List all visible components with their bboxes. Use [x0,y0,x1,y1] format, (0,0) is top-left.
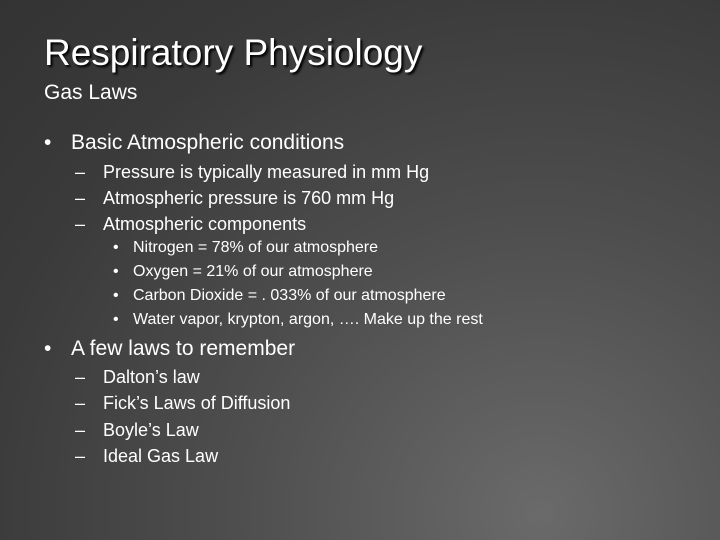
sub-list-item-text: Carbon Dioxide = . 033% of our atmosphere [133,287,446,304]
section-heading: Basic Atmospheric conditions [71,131,345,154]
list-item [75,213,306,235]
list-item-text: Fick’s Laws of Diffusion [103,393,291,413]
list-item [75,161,429,183]
list-item [75,366,200,388]
list-item-text: Atmospheric pressure is 760 mm Hg [103,188,395,208]
bullet-marker: • [113,239,119,256]
sub-list-item [113,286,446,306]
sub-list-item [113,310,483,330]
bullet-marker: • [44,131,52,154]
slide-subtitle: Gas Laws [44,81,138,104]
list-item-text: Dalton’s law [103,367,200,387]
list-item-text: Pressure is typically measured in mm Hg [103,162,430,182]
bullet-marker: • [44,337,52,360]
section-heading: A few laws to remember [71,337,296,360]
list-item [75,187,394,209]
list-item-text: Boyle’s Law [103,420,199,440]
dash-marker: – [75,446,86,466]
sub-list-item-text: Water vapor, krypton, argon, …. Make up the rest [133,311,483,328]
sub-list-item-text: Oxygen = 21% of our atmosphere [133,263,373,280]
bullet-marker: • [113,287,119,304]
bullet-marker: • [113,263,119,280]
sub-list-item-text: Nitrogen = 78% of our atmosphere [133,239,379,256]
list-item-text: Atmospheric components [103,214,307,234]
dash-marker: – [75,393,86,413]
sub-list-item [113,262,373,282]
section-basic-atmospheric [44,130,344,156]
dash-marker: – [75,188,86,208]
dash-marker: – [75,367,86,387]
slide-title: Respiratory Physiology [44,32,423,73]
dash-marker: – [75,420,86,440]
bullet-marker: • [113,311,119,328]
sub-list-item [113,238,378,258]
list-item-text: Ideal Gas Law [103,446,219,466]
dash-marker: – [75,214,86,234]
list-item [75,392,290,414]
dash-marker: – [75,162,86,182]
list-item [75,445,218,467]
section-laws-to-remember [44,336,295,362]
list-item [75,419,199,441]
